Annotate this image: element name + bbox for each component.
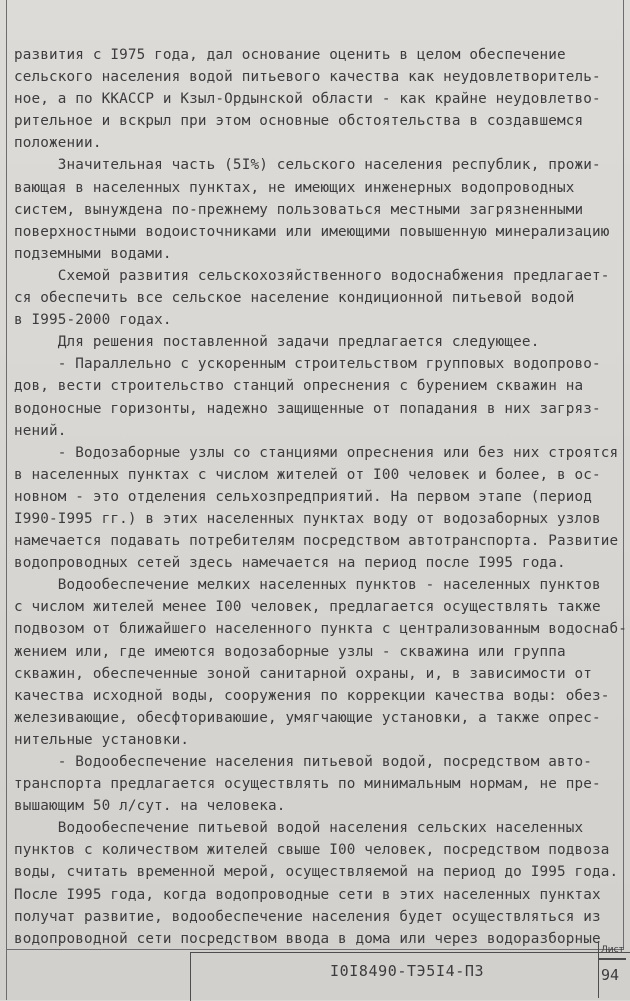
text-line: Значительная часть (5I%) сельского населения республик, прожи- <box>14 157 601 174</box>
text-line: с числом жителей менее I00 человек, предлагается осуществлять также <box>14 599 601 616</box>
text-line: нений. <box>14 422 67 439</box>
text-line: сельского населения водой питьевого качества как неудовлетворитель- <box>14 69 601 86</box>
text-line: поверхностными водоисточниками или имеющими повышенную минерализацию <box>14 223 610 240</box>
text-line: Для решения поставленной задачи предлагается следующее. <box>14 334 540 351</box>
sheet-separator <box>598 958 626 960</box>
text-line: - Водозаборные узлы со станциями опреснения или без них строятся <box>14 444 619 461</box>
text-line: воды, считать временной мерой, осуществляемой на период до I995 года. <box>14 864 619 881</box>
text-line: пунктов с количеством жителей свыше I00 человек, посредством подвоза <box>14 842 610 859</box>
text-line: систем, вынуждена по-прежнему пользоваться местными загрязненными <box>14 201 584 218</box>
text-line: транспорта предлагается осуществлять по минимальным нормам, не пре- <box>14 776 601 793</box>
text-line: дов, вести строительство станций опреснения с бурением скважин на <box>14 378 584 395</box>
sheet-number: 94 <box>601 966 620 984</box>
text-line: - Параллельно с ускоренным строительством групповых водопрово- <box>14 356 601 373</box>
text-line: скважин, обеспеченные зоной санитарной охраны, и, в зависимости от <box>14 665 592 682</box>
text-line: рительное и вскрыл при этом основные обстоятельства в создавшемся <box>14 113 584 130</box>
text-line: намечается подавать потребителям посредством автотранспорта. Развитие <box>14 533 619 550</box>
text-line: После I995 года, когда водопроводные сети в этих населенных пунктах <box>14 886 601 903</box>
text-line: Водообеспечение питьевой водой населения сельских населенных <box>14 820 584 837</box>
text-line: - Водообеспечение населения питьевой водой, посредством авто- <box>14 754 592 770</box>
text-line: вающая в населенных пунктах, не имеющих инженерных водопроводных <box>14 179 575 196</box>
text-line: в I995-2000 годах. <box>14 312 172 329</box>
text-line: нительные установки. <box>14 731 190 748</box>
document-code: I0I8490-ТЭ5I4-ПЗ <box>330 962 485 980</box>
text-line: Водообеспечение мелких населенных пунктов - населенных пунктов <box>14 577 601 594</box>
text-line: развития с I975 года, дал основание оценить в целом обеспечение <box>14 47 566 63</box>
text-line: Схемой развития сельскохозяйственного водоснабжения предлагает- <box>14 267 610 284</box>
text-line: новном - это отделения сельхозпредприятий. На первом этапе (период <box>14 488 592 505</box>
text-line: ное, а по ККАССР и Кзыл-Ордынской области - как крайне неудовлетво- <box>14 91 601 108</box>
text-line: водопроводных сетей здесь намечается на период после I995 года. <box>14 555 566 572</box>
text-line: водоносные горизонты, надежно защищенные от попадания в них загряз- <box>14 400 601 417</box>
text-line: вышающим 50 л/сут. на человека. <box>14 798 286 815</box>
text-line: жением или, где имеются водозаборные узлы - скважина или группа <box>14 643 566 660</box>
text-line: в населенных пунктах с числом жителей от I00 человек и более, в ос- <box>14 466 601 483</box>
text-line: положении. <box>14 135 102 152</box>
text-line: подземными водами. <box>14 245 172 262</box>
text-line: подвозом от ближайшего населенного пункта с централизованным водоснаб- <box>14 621 628 638</box>
frame-left-border <box>6 0 7 1000</box>
text-line: получат развитие, водообеспечение населения будет осуществляться из <box>14 908 601 925</box>
sheet-label: Лист <box>601 945 624 955</box>
text-line: водопроводной сети посредством ввода в дома или через водоразборные <box>14 930 601 947</box>
text-line: I990-I995 гг.) в этих населенных пунктах воду от водозаборных узлов <box>14 510 601 527</box>
document-body <box>14 44 626 950</box>
text-line: качества исходной воды, сооружения по коррекции качества воды: обез- <box>14 687 610 704</box>
text-line: железивающие, обесфториваюшие, умягчающие установки, а также опрес- <box>14 709 601 726</box>
text-line: ся обеспечить все сельское население кондиционной питьевой водой <box>14 290 575 307</box>
